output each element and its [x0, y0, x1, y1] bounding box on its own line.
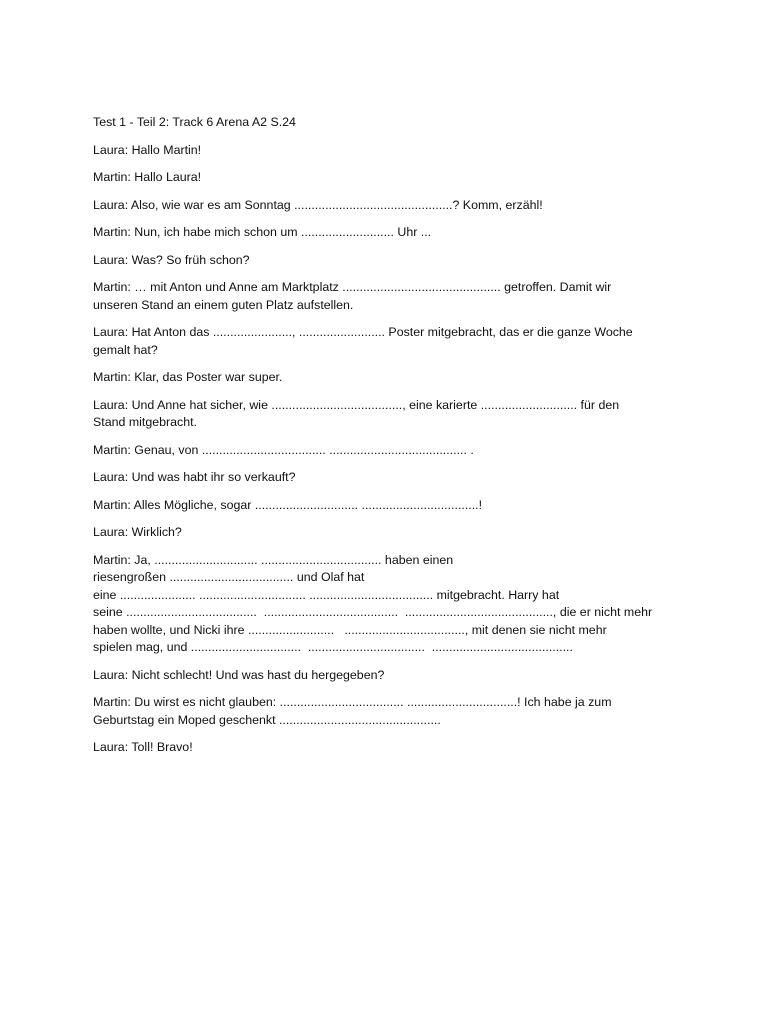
text-line: gemalt hat? [93, 342, 158, 357]
dialogue-line [93, 279, 693, 314]
text-line: Martin: Nun, ich habe mich schon um ........................... Uhr ... [93, 225, 432, 239]
dialogue-line [93, 497, 693, 515]
dialogue-line [93, 224, 693, 242]
text-line: Laura: Hat Anton das ......................., ......................... Poster mitgebracht, das er die ganze Woche [93, 325, 633, 339]
text-line: Laura: Also, wie war es am Sonntag ..............................................? Komm, erzähl! [93, 197, 543, 212]
document-page [93, 114, 693, 767]
text-line: Laura: Toll! Bravo! [93, 740, 193, 754]
text-line: Laura: Und was habt ihr so verkauft? [93, 470, 296, 484]
text-line: Martin: Genau, von .................................... ........................................ . [93, 442, 474, 457]
dialogue-line [93, 369, 693, 387]
document-title: Test 1 - Teil 2: Track 6 Arena A2 S.24 [93, 115, 296, 129]
text-line: Laura: Und Anne hat sicher, wie ......................................, eine karierte ............................ für den [93, 397, 620, 412]
text-line: Martin: Klar, das Poster war super. [93, 370, 283, 384]
dialogue-line [93, 397, 693, 432]
dialogue-line [93, 142, 693, 160]
dialogue-line [93, 324, 693, 359]
text-line: spielen mag, und ................................ .................................. ......................................... [93, 640, 573, 654]
text-line: haben wollte, und Nicki ihre ......................... ..................................., mit denen sie nicht mehr [93, 622, 607, 637]
dialogue-line [93, 197, 693, 215]
dialogue-line [93, 552, 693, 657]
text-line: Martin: … mit Anton und Anne am Marktplatz .............................................. getroffen. Damit wir [93, 280, 612, 294]
text-line: riesengroßen .................................... und Olaf hat [93, 570, 365, 584]
text-line: Martin: Hallo Laura! [93, 170, 202, 184]
dialogue-line [93, 694, 693, 729]
dialogue-body [93, 142, 693, 757]
dialogue-line [93, 169, 693, 187]
text-line: Laura: Wirklich? [93, 525, 182, 539]
text-line: Martin: Ja, .............................. ................................... haben einen [93, 552, 454, 567]
text-line: Martin: Alles Mögliche, sogar .............................. ..................................! [93, 497, 483, 512]
dialogue-line [93, 739, 693, 757]
text-line: Laura: Nicht schlecht! Und was hast du hergegeben? [93, 667, 385, 682]
text-line: unseren Stand an einem guten Platz aufstellen. [93, 297, 354, 312]
dialogue-line [93, 469, 693, 487]
text-line: Laura: Was? So früh schon? [93, 252, 250, 267]
text-line: Martin: Du wirst es nicht glauben: .................................... ................................! Ich habe ja zum [93, 695, 612, 709]
text-line: Geburtstag ein Moped geschenkt ............................................... [93, 712, 441, 727]
dialogue-line [93, 667, 693, 685]
dialogue-line [93, 442, 693, 460]
text-line: Stand mitgebracht. [93, 415, 198, 429]
dialogue-line [93, 524, 693, 542]
text-line: Laura: Hallo Martin! [93, 142, 202, 157]
dialogue-line [93, 252, 693, 270]
text-line: seine ...................................... ....................................... ..........................................., die er nicht mehr [93, 605, 653, 619]
text-line: eine ...................... ............................... .................................... mitgebracht. Harry hat [93, 587, 560, 602]
